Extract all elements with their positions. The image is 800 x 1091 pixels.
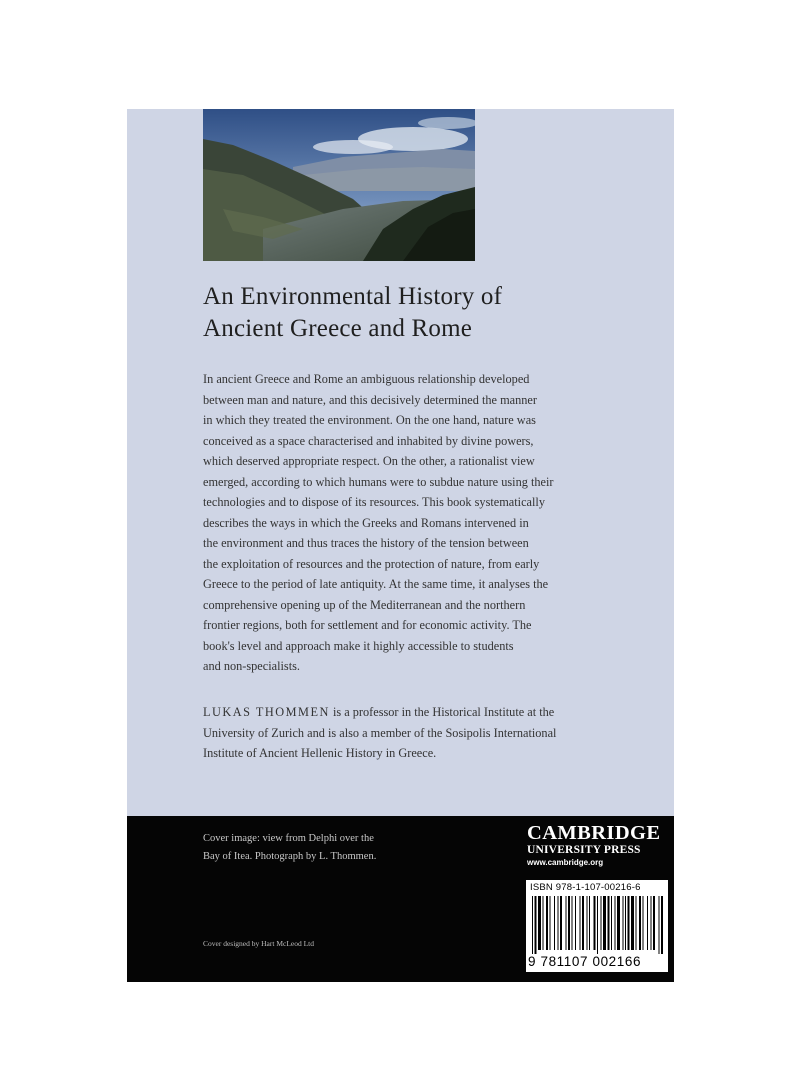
cover-lower-panel [127, 816, 674, 982]
author-name: LUKAS THOMMEN [203, 705, 330, 719]
description-line: the environment and thus traces the history of the tension between [203, 536, 529, 550]
bio-line: Institute of Ancient Hellenic History in Greece. [203, 746, 437, 760]
barcode-digits: 9 781107 002166 [528, 954, 642, 969]
landscape-photo [203, 109, 475, 261]
bio-text: is a professor in the Historical Institute at the [329, 705, 555, 719]
description-line: In ancient Greece and Rome an ambiguous relationship developed [203, 372, 530, 386]
description-line: emerged, according to which humans were to subdue nature using their [203, 474, 554, 489]
book-title [203, 281, 643, 345]
description-line: describes the ways in which the Greeks and Romans intervened in [203, 515, 529, 530]
barcode-block [526, 880, 668, 972]
barcode-icon [530, 896, 664, 954]
bio-line [203, 702, 633, 723]
book-back-cover [127, 109, 674, 982]
designer-credit: Cover designed by Hart McLeod Ltd [203, 939, 315, 948]
publisher-website: www.cambridge.org [527, 858, 604, 867]
description-line: Greece to the period of late antiquity. At the same time, it analyses the [203, 577, 549, 591]
book-description [203, 369, 623, 677]
cover-image-credit [203, 830, 463, 866]
description-line: frontier regions, both for settlement and for economic activity. The [203, 618, 532, 632]
description-line: conceived as a space characterised and inhabited by divine powers, [203, 433, 534, 448]
credit-line: Cover image: view from Delphi over the [203, 833, 374, 844]
description-line: and non-specialists. [203, 659, 300, 673]
description-line: comprehensive opening up of the Mediterranean and the northern [203, 597, 526, 612]
description-line: book's level and approach make it highly accessible to students [203, 638, 514, 653]
publisher-name: CAMBRIDGE [527, 822, 661, 844]
description-line: between man and nature, and this decisively determined the manner [203, 392, 537, 407]
description-line: in which they treated the environment. On the one hand, nature was [203, 413, 536, 427]
description-line: which deserved appropriate respect. On the other, a rationalist view [203, 454, 535, 468]
cover-upper-panel [127, 109, 674, 816]
description-line: technologies and to dispose of its resources. This book systematically [203, 495, 545, 509]
bio-line: University of Zurich and is also a member of the Sosipolis International [203, 725, 557, 740]
title-line: Ancient Greece and Rome [203, 315, 473, 342]
isbn-label: ISBN 978-1-107-00216-6 [530, 882, 641, 893]
description-line: the exploitation of resources and the protection of nature, from early [203, 556, 540, 571]
publisher-logo [527, 822, 670, 868]
author-bio [203, 702, 633, 764]
publisher-subtitle: UNIVERSITY PRESS [527, 844, 641, 856]
title-line: An Environmental History of [203, 283, 503, 310]
credit-line: Bay of Itea. Photograph by L. Thommen. [203, 851, 377, 862]
